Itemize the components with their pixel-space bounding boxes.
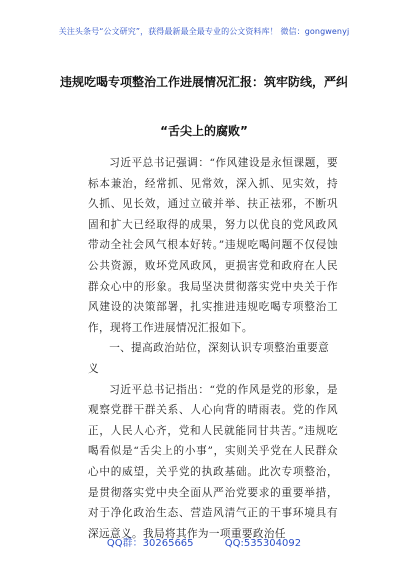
- footer-qq: QQ:535304092: [224, 538, 302, 549]
- footer-contact: [0, 534, 408, 549]
- header-banner: 关注头条号“公文研究”，获得最新最全最专业的公文资料库！ 微信：gongwenyj: [58, 27, 350, 36]
- paragraph-intro: 习近平总书记强调：“作风建设是永恒课题，要标本兼治，经常抓、见常效，深入抓、见实效，持久抓、见长效，通过立破并举、扶正祛邪，不断巩固和扩大已经取得的成果，努力以优良的党风政风带动全社会风气根本好转。”违规吃喝问题不仅侵蚀公共资源，败坏党风政风，更损害党和政府在人民群众心中的形象。我局坚决贯彻落实党中央关于作风建设的决策部署，扎实推进违规吃喝专项整治工作，现将工作进展情况汇报如下。: [88, 157, 338, 334]
- document-body: [88, 153, 338, 544]
- document-title-line-1: 违规吃喝专项整治工作进展情况汇报：筑牢防线，严纠: [59, 75, 348, 89]
- section-heading-1: 一、提高政治站位，深刻认识专项整治重要意义: [88, 342, 330, 375]
- paragraph-section-1: 习近平总书记指出：“党的作风是党的形象，是观察党群干群关系、人心向背的晴雨表。党的作风正，人民人心齐，党和人民就能同甘共苦。”违规吃喝看似是“舌尖上的小事”，实则关乎党在人民群众心中的威望，关乎党的执政基础。此次专项整治，是贯彻落实党中央全面从严治党要求的重要举措，对于净化政治生态、营造风清气正的干事环境具有深远意义。我局将其作为一项重要政治任: [88, 383, 338, 540]
- document-title-line-2: “舌尖上的腐败”: [160, 124, 248, 138]
- footer-qq-group: QQ群：30265665: [106, 538, 194, 549]
